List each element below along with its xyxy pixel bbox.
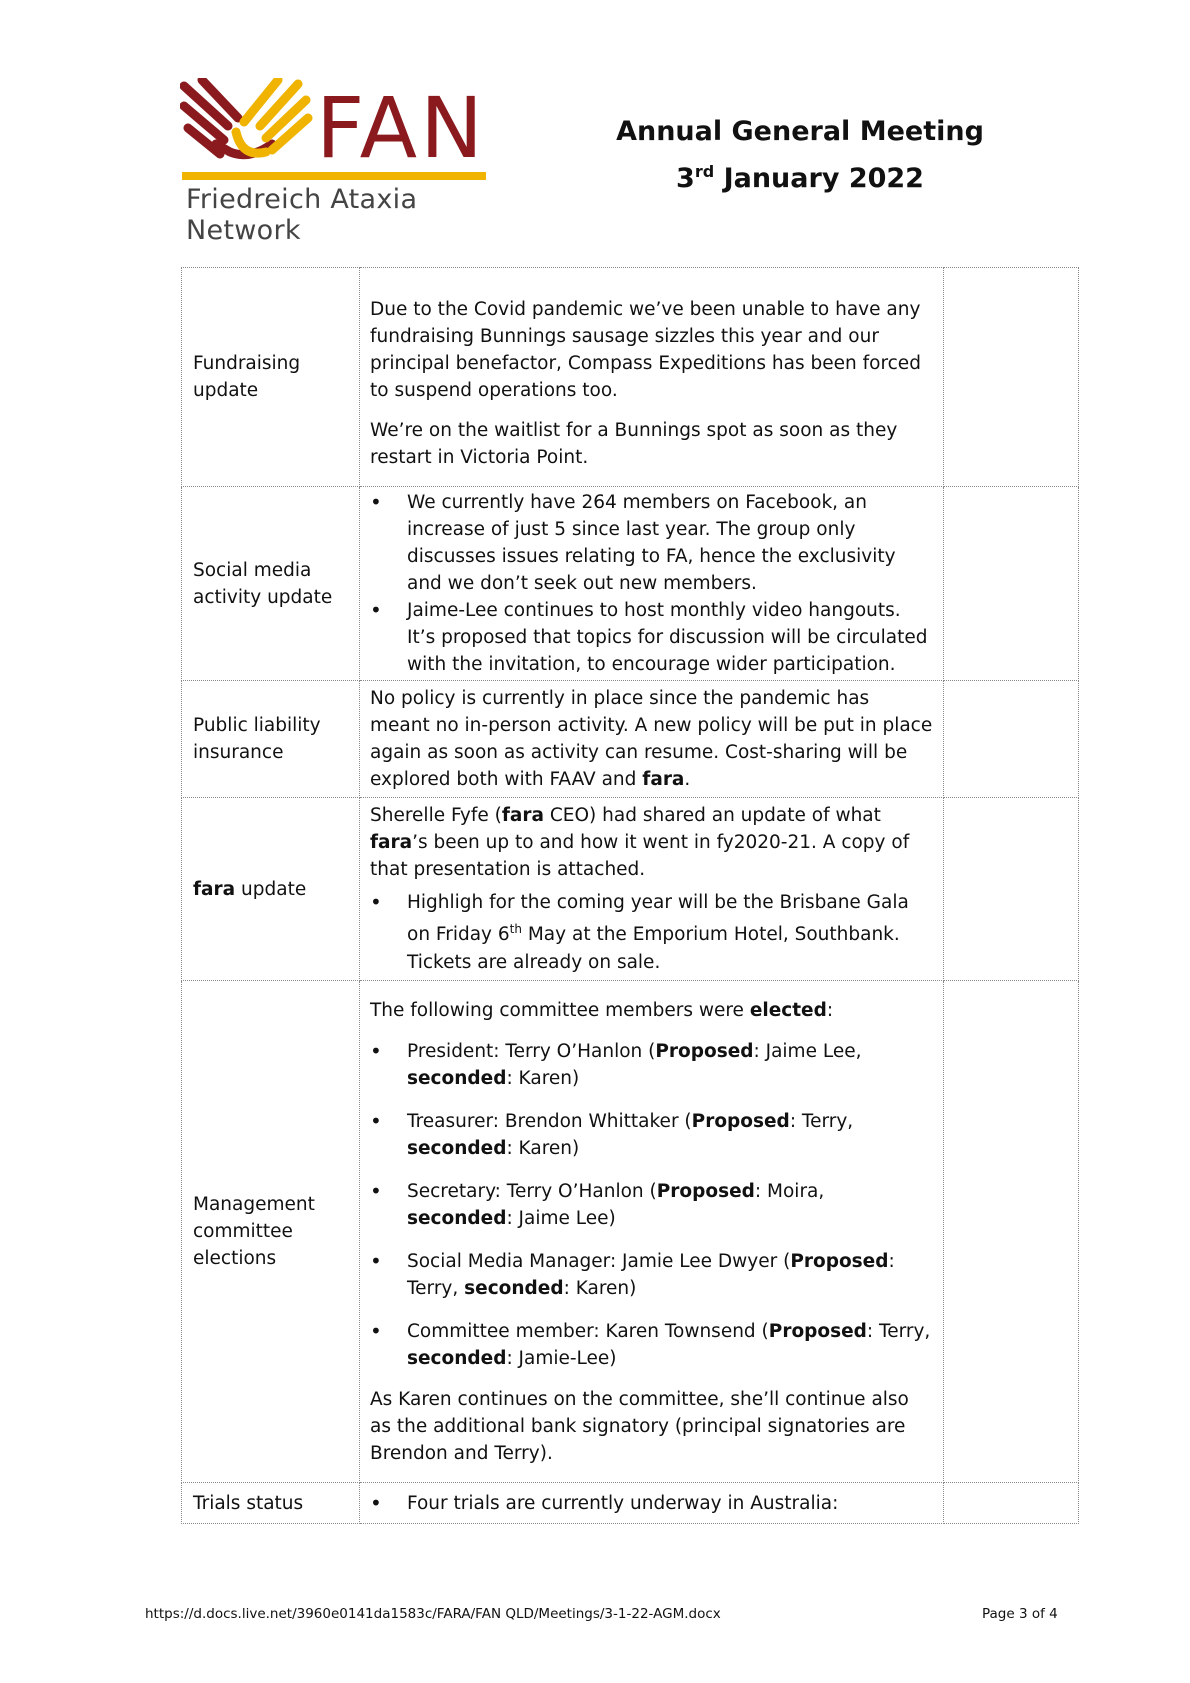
bullet-list bbox=[370, 1490, 933, 1517]
text: : bbox=[826, 999, 834, 1021]
topic-cell bbox=[182, 798, 360, 981]
date-day: 3 bbox=[676, 163, 695, 194]
member-proposer: : Terry, bbox=[866, 1320, 931, 1342]
list-item bbox=[370, 889, 933, 975]
liability-paragraph bbox=[370, 685, 933, 793]
bullet-list bbox=[370, 489, 933, 678]
logo-wordmark: FAN bbox=[316, 79, 486, 177]
fundraising-paragraph-1: Due to the Covid pandemic we’ve been unable to have any fundraising Bunnings sausage sizzles this year and our principal benefactor, Compass Expeditions has been forced to suspend operations too. bbox=[370, 298, 921, 401]
date-rest: January 2022 bbox=[714, 163, 924, 194]
bullet-list bbox=[370, 889, 933, 975]
date-suffix: rd bbox=[694, 162, 715, 181]
fan-logo bbox=[180, 78, 540, 246]
text: Highligh for the coming year will be the Brisbane Gala on Friday 6 bbox=[407, 892, 909, 946]
content-cell bbox=[360, 681, 944, 798]
table-row-fara bbox=[182, 798, 1079, 981]
list-item: • Jaime-Lee continues to host monthly video hangouts. It’s proposed that topics for discussion will be circulated with the invitation, to encourage wider participation. bbox=[370, 597, 933, 678]
fara-paragraph bbox=[370, 802, 933, 883]
member-role: President: Terry O’Hanlon ( bbox=[407, 1040, 656, 1062]
table-row-trials bbox=[182, 1483, 1079, 1524]
bullet-list bbox=[370, 1038, 933, 1372]
seconded-label: seconded bbox=[464, 1277, 564, 1299]
table-row-fundraising bbox=[182, 268, 1079, 487]
seconded-label: seconded bbox=[407, 1067, 507, 1089]
proposed-label: Proposed bbox=[655, 1040, 754, 1062]
topic-cell: Public liability insurance bbox=[182, 681, 360, 798]
seconded-label: seconded bbox=[407, 1347, 507, 1369]
list-item: • We currently have 264 members on Facebook, an increase of just 5 since last year. The group only discusses issues relating to FA, hence the exclusivity and we don’t seek out new members. bbox=[370, 489, 933, 597]
member-seconder: : Jaime Lee) bbox=[506, 1207, 616, 1229]
member-seconder: : Karen) bbox=[506, 1137, 580, 1159]
text: CEO) had shared an update of what bbox=[544, 805, 881, 827]
text: ’s been up to and how it went in fy2020-21. A copy of that presentation is attached. bbox=[370, 832, 910, 881]
action-cell bbox=[944, 681, 1079, 798]
fara-bold: fara bbox=[642, 769, 685, 790]
list-item bbox=[370, 1318, 933, 1372]
member-role: Committee member: Karen Townsend ( bbox=[407, 1320, 769, 1342]
footer-page-number: Page 3 of 4 bbox=[982, 1606, 1058, 1622]
proposed-label: Proposed bbox=[691, 1110, 790, 1132]
seconded-label: seconded bbox=[407, 1137, 507, 1159]
proposed-label: Proposed bbox=[768, 1320, 867, 1342]
text: May at the Emporium Hotel, Southbank. Tickets are already on sale. bbox=[407, 924, 900, 973]
member-proposer: : Terry, bbox=[789, 1110, 854, 1132]
elected-bold: elected bbox=[749, 999, 827, 1021]
member-seconder: : Karen) bbox=[563, 1277, 637, 1299]
list-item bbox=[370, 1038, 933, 1092]
topic-cell: Social media activity update bbox=[182, 487, 360, 681]
topic-cell: Fundraising update bbox=[182, 268, 360, 487]
action-cell bbox=[944, 268, 1079, 487]
text: Sherelle Fyfe ( bbox=[370, 805, 502, 827]
action-cell bbox=[944, 798, 1079, 981]
member-proposer: : Moira, bbox=[754, 1180, 825, 1202]
member-role: Secretary: Terry O’Hanlon ( bbox=[407, 1180, 657, 1202]
proposed-label: Proposed bbox=[790, 1250, 889, 1272]
topic-cell: Management committee elections bbox=[182, 981, 360, 1483]
liability-text-end: . bbox=[684, 769, 691, 790]
list-item: • Four trials are currently underway in Australia: bbox=[370, 1490, 933, 1517]
text: The following committee members were bbox=[370, 999, 750, 1021]
action-cell bbox=[944, 981, 1079, 1483]
logo-tagline: Friedreich Ataxia Network bbox=[186, 184, 418, 246]
topic-rest: update bbox=[235, 878, 307, 900]
table-row-social-media bbox=[182, 487, 1079, 681]
member-role: Treasurer: Brendon Whittaker ( bbox=[407, 1110, 692, 1132]
content-cell bbox=[360, 268, 944, 487]
proposed-label: Proposed bbox=[656, 1180, 755, 1202]
elections-closing: As Karen continues on the committee, she’ll continue also as the additional bank signatory (principal signatories are Brendon and Terry). bbox=[370, 1388, 909, 1464]
action-cell bbox=[944, 1483, 1079, 1524]
elections-intro bbox=[370, 997, 933, 1024]
superscript: th bbox=[509, 922, 522, 937]
minutes-table bbox=[181, 267, 1079, 1524]
topic-cell: Trials status bbox=[182, 1483, 360, 1524]
content-cell bbox=[360, 1483, 944, 1524]
document-header bbox=[600, 112, 1000, 199]
content-cell bbox=[360, 487, 944, 681]
list-item bbox=[370, 1108, 933, 1162]
member-seconder: : Karen) bbox=[506, 1067, 580, 1089]
liability-text: No policy is currently in place since the pandemic has meant no in-person activity. A new policy will be put in place again as soon as activity can resume. Cost-sharing will be explored both with FAAV and bbox=[370, 688, 933, 790]
content-cell bbox=[360, 798, 944, 981]
fundraising-paragraph-2: We’re on the waitlist for a Bunnings spot as soon as they restart in Victoria Point. bbox=[370, 419, 898, 468]
list-item bbox=[370, 1248, 933, 1302]
content-cell bbox=[360, 981, 944, 1483]
member-proposer: : Terry, bbox=[407, 1250, 895, 1299]
action-cell bbox=[944, 487, 1079, 681]
table-row-elections bbox=[182, 981, 1079, 1483]
table-row-liability bbox=[182, 681, 1079, 798]
member-proposer: : Jaime Lee, bbox=[753, 1040, 862, 1062]
list-item bbox=[370, 1178, 933, 1232]
topic-bold: fara bbox=[193, 878, 236, 900]
member-seconder: : Jamie-Lee) bbox=[506, 1347, 617, 1369]
member-role: Social Media Manager: Jamie Lee Dwyer ( bbox=[407, 1250, 791, 1272]
footer-file-path: https://d.docs.live.net/3960e0141da1583c/FARA/FAN QLD/Meetings/3-1-22-AGM.docx bbox=[145, 1606, 721, 1622]
fara-bold: fara bbox=[501, 805, 544, 827]
meeting-date bbox=[600, 152, 1000, 199]
seconded-label: seconded bbox=[407, 1207, 507, 1229]
fara-bold: fara bbox=[370, 832, 413, 854]
meeting-title: Annual General Meeting bbox=[616, 116, 984, 147]
